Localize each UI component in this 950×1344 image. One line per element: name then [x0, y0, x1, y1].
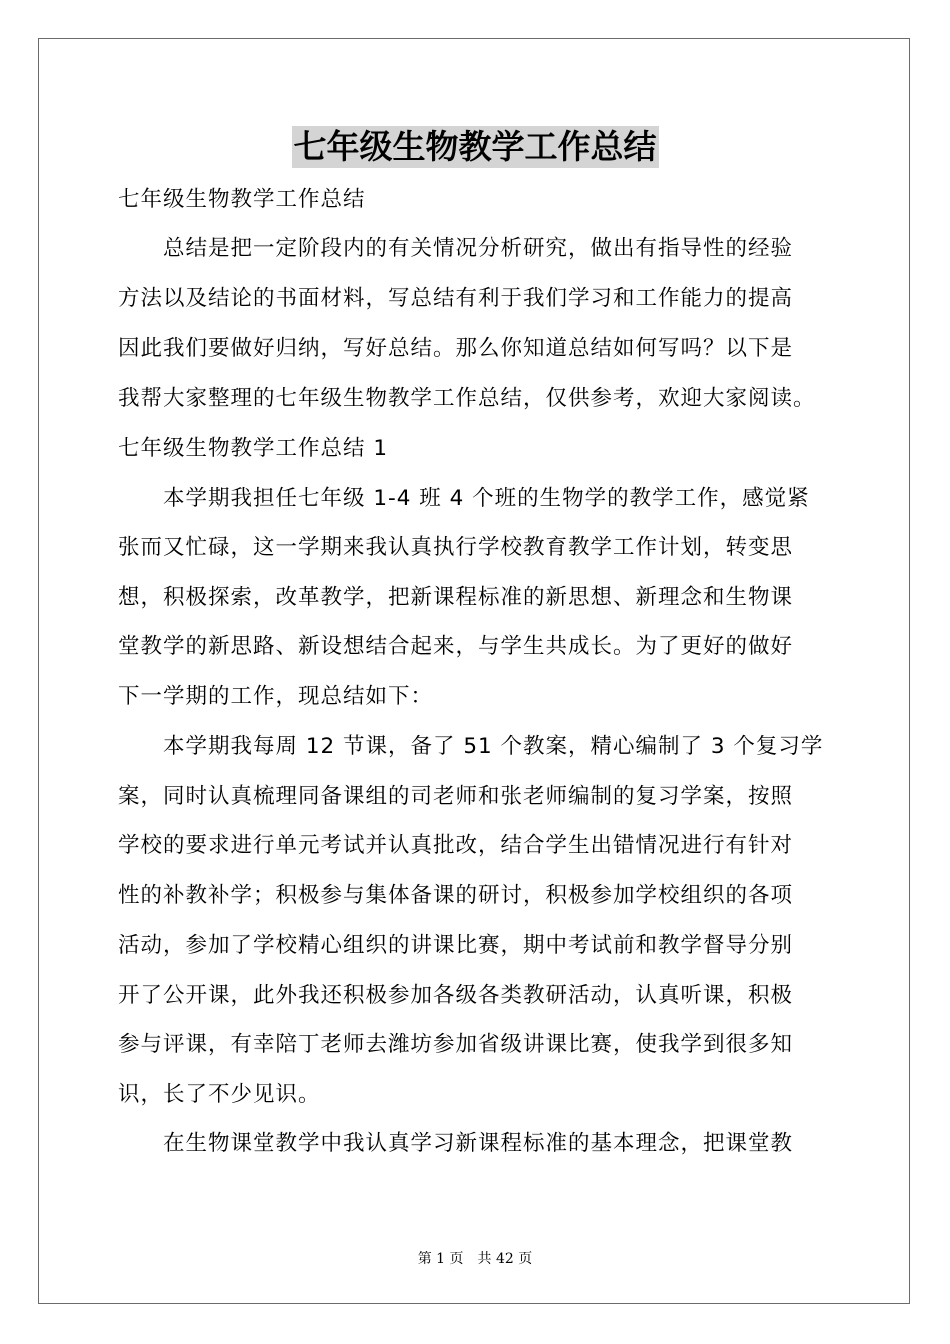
text-line: 开了公开课，此外我还积极参加各级各类教研活动，认真听课，积极 — [118, 983, 794, 1008]
text-line: 张而又忙碌，这一学期来我认真执行学校教育教学工作计划，转变思 — [118, 535, 794, 560]
text-line: 想，积极探索，改革教学，把新课程标准的新思想、新理念和生物课 — [118, 585, 794, 610]
text-line: 方法以及结论的书面材料，写总结有利于我们学习和工作能力的提高 — [118, 286, 794, 311]
text-line: 七年级生物教学工作总结 — [118, 187, 366, 212]
text-line: 在生物课堂教学中我认真学习新课程标准的基本理念，把课堂教 — [163, 1131, 794, 1156]
text-line: 本学期我每周 12 节课，备了 51 个教案，精心编制了 3 个复习学 — [163, 734, 824, 759]
title-container — [0, 126, 950, 168]
text-line: 案，同时认真梳理同备课组的司老师和张老师编制的复习学案，按照 — [118, 784, 794, 809]
text-line: 识，长了不少见识。 — [118, 1082, 321, 1107]
document-title: 七年级生物教学工作总结 — [293, 127, 657, 166]
text-line: 我帮大家整理的七年级生物教学工作总结，仅供参考，欢迎大家阅读。 — [118, 386, 816, 411]
text-line: 堂教学的新思路、新设想结合起来，与学生共成长。为了更好的做好 — [118, 634, 794, 659]
page-border — [38, 38, 910, 1304]
text-line: 性的补教补学；积极参与集体备课的研讨，积极参加学校组织的各项 — [118, 883, 794, 908]
page-footer: 第 1 页 共 42 页 — [417, 1251, 533, 1267]
text-line: 学校的要求进行单元考试并认真批改，结合学生出错情况进行有针对 — [118, 833, 794, 858]
text-line: 因此我们要做好归纳，写好总结。那么你知道总结如何写吗？以下是 — [118, 336, 794, 361]
text-line: 下一学期的工作，现总结如下： — [118, 684, 434, 709]
text-line: 本学期我担任七年级 1-4 班 4 个班的生物学的教学工作，感觉紧 — [163, 486, 810, 511]
text-line: 总结是把一定阶段内的有关情况分析研究，做出有指导性的经验 — [163, 236, 794, 261]
text-line: 活动，参加了学校精心组织的讲课比赛，期中考试前和教学督导分别 — [118, 933, 794, 958]
text-line: 参与评课，有幸陪丁老师去潍坊参加省级讲课比赛，使我学到很多知 — [118, 1032, 794, 1057]
text-line: 七年级生物教学工作总结 1 — [118, 436, 389, 461]
